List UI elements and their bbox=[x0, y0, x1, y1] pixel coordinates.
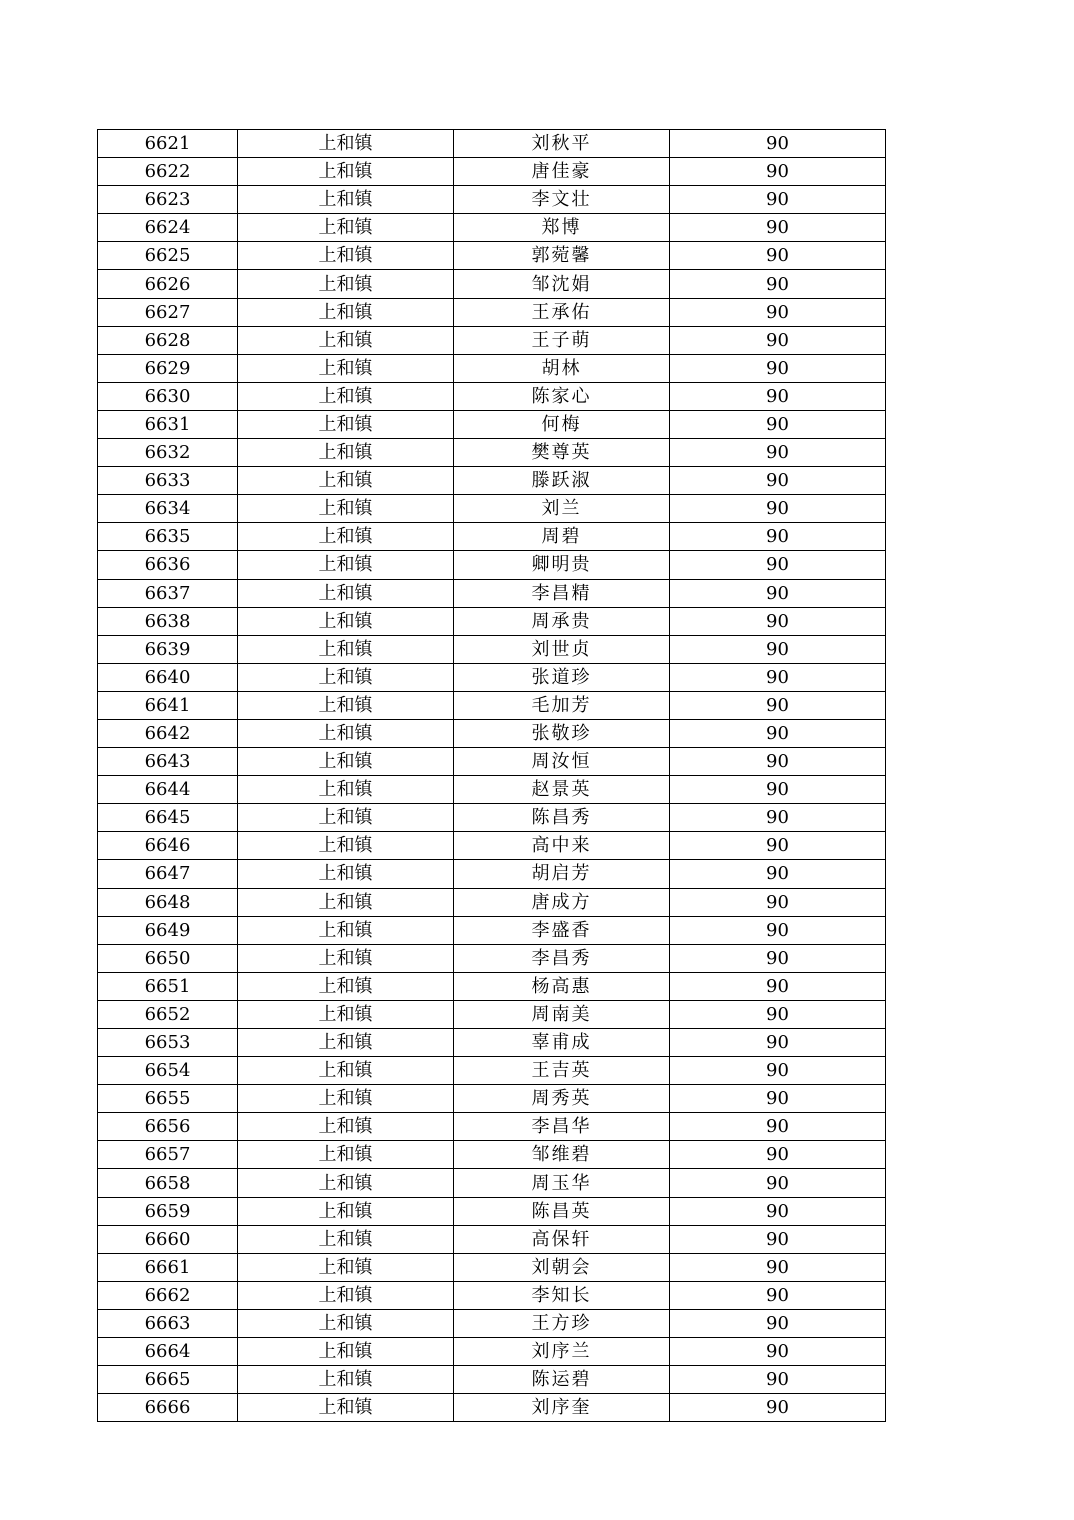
cell-town: 上和镇 bbox=[238, 298, 454, 326]
table-row bbox=[98, 186, 886, 214]
cell-value: 90 bbox=[670, 242, 886, 270]
table-row bbox=[98, 1197, 886, 1225]
cell-town: 上和镇 bbox=[238, 1253, 454, 1281]
cell-number: 6626 bbox=[98, 270, 238, 298]
cell-number: 6621 bbox=[98, 130, 238, 158]
cell-number: 6647 bbox=[98, 860, 238, 888]
cell-town: 上和镇 bbox=[238, 719, 454, 747]
cell-town: 上和镇 bbox=[238, 1113, 454, 1141]
cell-person-name: 刘兰 bbox=[454, 495, 670, 523]
cell-value: 90 bbox=[670, 214, 886, 242]
cell-value: 90 bbox=[670, 832, 886, 860]
table-row bbox=[98, 130, 886, 158]
cell-value: 90 bbox=[670, 804, 886, 832]
cell-person-name: 李昌秀 bbox=[454, 944, 670, 972]
cell-number: 6622 bbox=[98, 158, 238, 186]
cell-number: 6662 bbox=[98, 1281, 238, 1309]
table-row bbox=[98, 972, 886, 1000]
table-row bbox=[98, 270, 886, 298]
table-row bbox=[98, 1281, 886, 1309]
cell-value: 90 bbox=[670, 354, 886, 382]
table-row bbox=[98, 776, 886, 804]
cell-value: 90 bbox=[670, 1281, 886, 1309]
cell-person-name: 周汝恒 bbox=[454, 748, 670, 776]
cell-number: 6644 bbox=[98, 776, 238, 804]
table-row bbox=[98, 860, 886, 888]
cell-person-name: 周承贵 bbox=[454, 607, 670, 635]
cell-value: 90 bbox=[670, 607, 886, 635]
cell-town: 上和镇 bbox=[238, 776, 454, 804]
cell-town: 上和镇 bbox=[238, 663, 454, 691]
cell-town: 上和镇 bbox=[238, 523, 454, 551]
cell-town: 上和镇 bbox=[238, 748, 454, 776]
cell-person-name: 何梅 bbox=[454, 410, 670, 438]
cell-number: 6629 bbox=[98, 354, 238, 382]
cell-town: 上和镇 bbox=[238, 1085, 454, 1113]
table-row bbox=[98, 748, 886, 776]
cell-person-name: 周秀英 bbox=[454, 1085, 670, 1113]
cell-person-name: 陈运碧 bbox=[454, 1366, 670, 1394]
cell-number: 6633 bbox=[98, 467, 238, 495]
cell-value: 90 bbox=[670, 748, 886, 776]
cell-value: 90 bbox=[670, 1141, 886, 1169]
cell-value: 90 bbox=[670, 1169, 886, 1197]
cell-number: 6665 bbox=[98, 1366, 238, 1394]
cell-town: 上和镇 bbox=[238, 270, 454, 298]
cell-town: 上和镇 bbox=[238, 354, 454, 382]
cell-value: 90 bbox=[670, 382, 886, 410]
cell-town: 上和镇 bbox=[238, 1366, 454, 1394]
table-row bbox=[98, 326, 886, 354]
cell-number: 6624 bbox=[98, 214, 238, 242]
cell-number: 6628 bbox=[98, 326, 238, 354]
cell-person-name: 刘朝会 bbox=[454, 1253, 670, 1281]
cell-person-name: 陈昌秀 bbox=[454, 804, 670, 832]
cell-person-name: 辜甫成 bbox=[454, 1029, 670, 1057]
cell-town: 上和镇 bbox=[238, 1394, 454, 1422]
cell-number: 6650 bbox=[98, 944, 238, 972]
table-row bbox=[98, 1366, 886, 1394]
table-row bbox=[98, 635, 886, 663]
table-row bbox=[98, 551, 886, 579]
cell-town: 上和镇 bbox=[238, 467, 454, 495]
cell-person-name: 胡启芳 bbox=[454, 860, 670, 888]
cell-person-name: 陈家心 bbox=[454, 382, 670, 410]
cell-value: 90 bbox=[670, 888, 886, 916]
cell-value: 90 bbox=[670, 1338, 886, 1366]
cell-number: 6637 bbox=[98, 579, 238, 607]
cell-person-name: 刘序兰 bbox=[454, 1338, 670, 1366]
cell-person-name: 李昌华 bbox=[454, 1113, 670, 1141]
cell-person-name: 王方珍 bbox=[454, 1309, 670, 1337]
table-row bbox=[98, 944, 886, 972]
cell-value: 90 bbox=[670, 972, 886, 1000]
cell-town: 上和镇 bbox=[238, 382, 454, 410]
cell-person-name: 张道珍 bbox=[454, 663, 670, 691]
cell-number: 6660 bbox=[98, 1225, 238, 1253]
table-row bbox=[98, 1000, 886, 1028]
cell-value: 90 bbox=[670, 495, 886, 523]
cell-number: 6654 bbox=[98, 1057, 238, 1085]
table-row bbox=[98, 1113, 886, 1141]
table-row bbox=[98, 663, 886, 691]
cell-number: 6636 bbox=[98, 551, 238, 579]
cell-value: 90 bbox=[670, 186, 886, 214]
cell-value: 90 bbox=[670, 1000, 886, 1028]
cell-value: 90 bbox=[670, 1309, 886, 1337]
cell-town: 上和镇 bbox=[238, 832, 454, 860]
cell-person-name: 卿明贵 bbox=[454, 551, 670, 579]
cell-value: 90 bbox=[670, 1253, 886, 1281]
cell-number: 6664 bbox=[98, 1338, 238, 1366]
cell-value: 90 bbox=[670, 1394, 886, 1422]
cell-town: 上和镇 bbox=[238, 158, 454, 186]
cell-value: 90 bbox=[670, 467, 886, 495]
cell-number: 6652 bbox=[98, 1000, 238, 1028]
cell-town: 上和镇 bbox=[238, 242, 454, 270]
cell-value: 90 bbox=[670, 579, 886, 607]
cell-number: 6625 bbox=[98, 242, 238, 270]
cell-town: 上和镇 bbox=[238, 551, 454, 579]
cell-town: 上和镇 bbox=[238, 1281, 454, 1309]
cell-town: 上和镇 bbox=[238, 1225, 454, 1253]
cell-value: 90 bbox=[670, 158, 886, 186]
cell-value: 90 bbox=[670, 410, 886, 438]
cell-town: 上和镇 bbox=[238, 1169, 454, 1197]
cell-person-name: 王承佑 bbox=[454, 298, 670, 326]
cell-person-name: 刘世贞 bbox=[454, 635, 670, 663]
cell-person-name: 王子萌 bbox=[454, 326, 670, 354]
cell-town: 上和镇 bbox=[238, 888, 454, 916]
cell-person-name: 赵景英 bbox=[454, 776, 670, 804]
cell-number: 6655 bbox=[98, 1085, 238, 1113]
table-body bbox=[98, 130, 886, 1422]
table-row bbox=[98, 354, 886, 382]
cell-town: 上和镇 bbox=[238, 607, 454, 635]
table-row bbox=[98, 1085, 886, 1113]
cell-number: 6639 bbox=[98, 635, 238, 663]
cell-value: 90 bbox=[670, 776, 886, 804]
cell-number: 6627 bbox=[98, 298, 238, 326]
cell-value: 90 bbox=[670, 439, 886, 467]
cell-value: 90 bbox=[670, 1366, 886, 1394]
cell-value: 90 bbox=[670, 270, 886, 298]
cell-number: 6658 bbox=[98, 1169, 238, 1197]
cell-number: 6640 bbox=[98, 663, 238, 691]
cell-number: 6634 bbox=[98, 495, 238, 523]
table-row bbox=[98, 691, 886, 719]
cell-value: 90 bbox=[670, 719, 886, 747]
cell-person-name: 郑博 bbox=[454, 214, 670, 242]
cell-town: 上和镇 bbox=[238, 804, 454, 832]
cell-number: 6635 bbox=[98, 523, 238, 551]
cell-person-name: 毛加芳 bbox=[454, 691, 670, 719]
cell-person-name: 李昌精 bbox=[454, 579, 670, 607]
cell-person-name: 周南美 bbox=[454, 1000, 670, 1028]
cell-town: 上和镇 bbox=[238, 1197, 454, 1225]
cell-person-name: 唐成方 bbox=[454, 888, 670, 916]
cell-person-name: 邹沈娟 bbox=[454, 270, 670, 298]
cell-town: 上和镇 bbox=[238, 1000, 454, 1028]
cell-number: 6643 bbox=[98, 748, 238, 776]
cell-value: 90 bbox=[670, 944, 886, 972]
cell-number: 6661 bbox=[98, 1253, 238, 1281]
table-row bbox=[98, 1338, 886, 1366]
cell-number: 6623 bbox=[98, 186, 238, 214]
cell-town: 上和镇 bbox=[238, 186, 454, 214]
cell-number: 6630 bbox=[98, 382, 238, 410]
cell-town: 上和镇 bbox=[238, 635, 454, 663]
cell-value: 90 bbox=[670, 551, 886, 579]
table-row bbox=[98, 1225, 886, 1253]
cell-person-name: 滕跃淑 bbox=[454, 467, 670, 495]
table-row bbox=[98, 1029, 886, 1057]
cell-town: 上和镇 bbox=[238, 579, 454, 607]
cell-town: 上和镇 bbox=[238, 439, 454, 467]
cell-town: 上和镇 bbox=[238, 495, 454, 523]
cell-person-name: 高保轩 bbox=[454, 1225, 670, 1253]
table-row bbox=[98, 1057, 886, 1085]
cell-value: 90 bbox=[670, 298, 886, 326]
cell-town: 上和镇 bbox=[238, 691, 454, 719]
cell-person-name: 李文壮 bbox=[454, 186, 670, 214]
cell-person-name: 胡林 bbox=[454, 354, 670, 382]
table-row bbox=[98, 916, 886, 944]
table-row bbox=[98, 607, 886, 635]
cell-town: 上和镇 bbox=[238, 326, 454, 354]
cell-number: 6641 bbox=[98, 691, 238, 719]
cell-person-name: 李盛香 bbox=[454, 916, 670, 944]
cell-person-name: 刘秋平 bbox=[454, 130, 670, 158]
cell-town: 上和镇 bbox=[238, 1141, 454, 1169]
table-row bbox=[98, 1394, 886, 1422]
cell-person-name: 李知长 bbox=[454, 1281, 670, 1309]
cell-value: 90 bbox=[670, 1057, 886, 1085]
cell-person-name: 郭菀馨 bbox=[454, 242, 670, 270]
cell-value: 90 bbox=[670, 691, 886, 719]
cell-person-name: 杨高惠 bbox=[454, 972, 670, 1000]
cell-person-name: 王吉英 bbox=[454, 1057, 670, 1085]
cell-town: 上和镇 bbox=[238, 972, 454, 1000]
cell-town: 上和镇 bbox=[238, 130, 454, 158]
cell-person-name: 张敬珍 bbox=[454, 719, 670, 747]
cell-town: 上和镇 bbox=[238, 944, 454, 972]
table-row bbox=[98, 1169, 886, 1197]
cell-person-name: 樊尊英 bbox=[454, 439, 670, 467]
cell-value: 90 bbox=[670, 523, 886, 551]
table-row bbox=[98, 298, 886, 326]
cell-number: 6666 bbox=[98, 1394, 238, 1422]
table-row bbox=[98, 1141, 886, 1169]
cell-number: 6631 bbox=[98, 410, 238, 438]
cell-number: 6657 bbox=[98, 1141, 238, 1169]
cell-number: 6642 bbox=[98, 719, 238, 747]
cell-number: 6645 bbox=[98, 804, 238, 832]
table-row bbox=[98, 467, 886, 495]
cell-person-name: 刘序奎 bbox=[454, 1394, 670, 1422]
data-table bbox=[97, 129, 886, 1422]
cell-value: 90 bbox=[670, 1085, 886, 1113]
table-row bbox=[98, 719, 886, 747]
table-row bbox=[98, 523, 886, 551]
cell-number: 6651 bbox=[98, 972, 238, 1000]
cell-town: 上和镇 bbox=[238, 1309, 454, 1337]
table-row bbox=[98, 804, 886, 832]
cell-number: 6646 bbox=[98, 832, 238, 860]
cell-value: 90 bbox=[670, 130, 886, 158]
table-row bbox=[98, 158, 886, 186]
table-row bbox=[98, 888, 886, 916]
cell-person-name: 高中来 bbox=[454, 832, 670, 860]
cell-value: 90 bbox=[670, 635, 886, 663]
cell-town: 上和镇 bbox=[238, 1029, 454, 1057]
table-row bbox=[98, 1253, 886, 1281]
cell-number: 6663 bbox=[98, 1309, 238, 1337]
table-row bbox=[98, 1309, 886, 1337]
cell-number: 6659 bbox=[98, 1197, 238, 1225]
cell-town: 上和镇 bbox=[238, 1057, 454, 1085]
table-row bbox=[98, 439, 886, 467]
cell-person-name: 周玉华 bbox=[454, 1169, 670, 1197]
cell-town: 上和镇 bbox=[238, 916, 454, 944]
cell-person-name: 陈昌英 bbox=[454, 1197, 670, 1225]
cell-value: 90 bbox=[670, 916, 886, 944]
cell-value: 90 bbox=[670, 663, 886, 691]
cell-number: 6632 bbox=[98, 439, 238, 467]
cell-number: 6638 bbox=[98, 607, 238, 635]
table-row bbox=[98, 382, 886, 410]
cell-person-name: 唐佳豪 bbox=[454, 158, 670, 186]
table-row bbox=[98, 214, 886, 242]
cell-number: 6653 bbox=[98, 1029, 238, 1057]
cell-value: 90 bbox=[670, 1197, 886, 1225]
cell-value: 90 bbox=[670, 1225, 886, 1253]
cell-value: 90 bbox=[670, 860, 886, 888]
cell-town: 上和镇 bbox=[238, 410, 454, 438]
cell-town: 上和镇 bbox=[238, 860, 454, 888]
table-row bbox=[98, 410, 886, 438]
cell-number: 6656 bbox=[98, 1113, 238, 1141]
table-row bbox=[98, 832, 886, 860]
cell-town: 上和镇 bbox=[238, 1338, 454, 1366]
cell-value: 90 bbox=[670, 326, 886, 354]
cell-value: 90 bbox=[670, 1113, 886, 1141]
table-row bbox=[98, 242, 886, 270]
cell-person-name: 周碧 bbox=[454, 523, 670, 551]
cell-value: 90 bbox=[670, 1029, 886, 1057]
cell-person-name: 邹维碧 bbox=[454, 1141, 670, 1169]
cell-town: 上和镇 bbox=[238, 214, 454, 242]
cell-number: 6649 bbox=[98, 916, 238, 944]
table-row bbox=[98, 579, 886, 607]
cell-number: 6648 bbox=[98, 888, 238, 916]
table-row bbox=[98, 495, 886, 523]
